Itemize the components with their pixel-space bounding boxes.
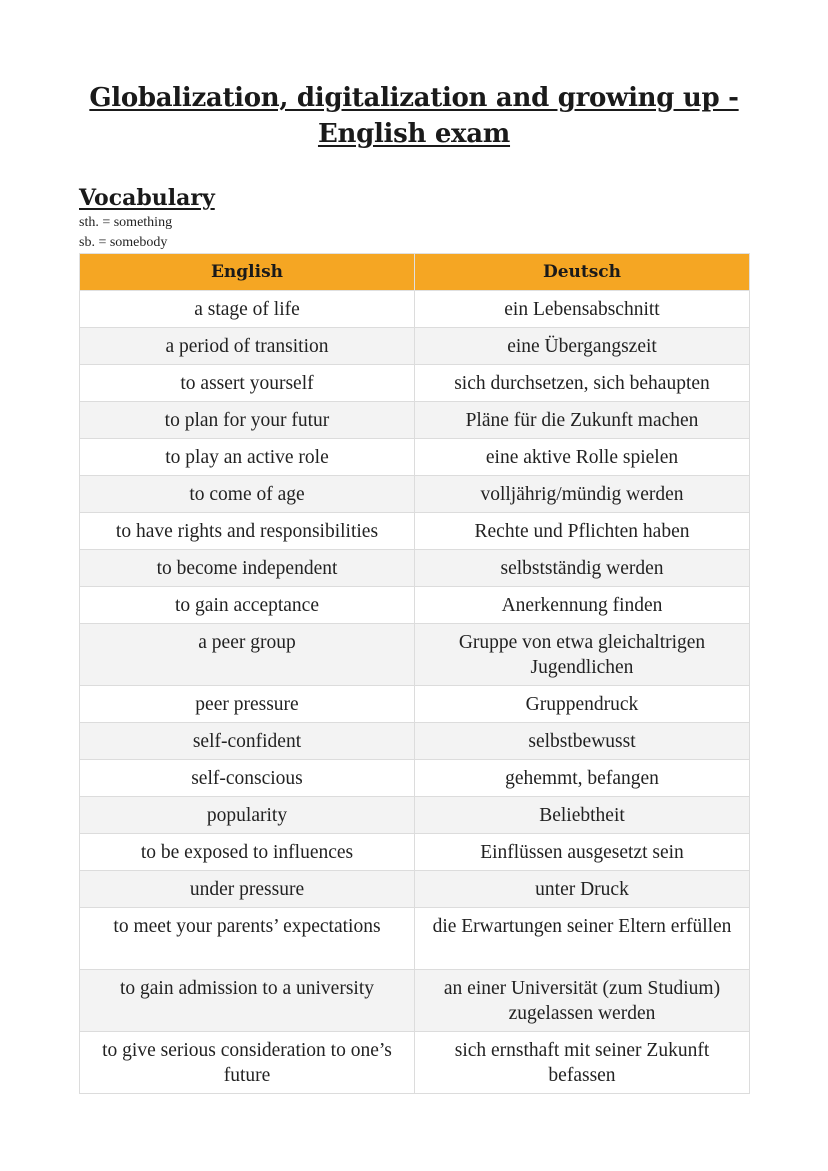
deutsch-cell: eine aktive Rolle spielen <box>415 439 750 476</box>
table-row <box>80 291 750 328</box>
english-cell: to have rights and responsibilities <box>80 513 415 550</box>
abbreviation-note: sb. = somebody <box>79 235 168 250</box>
deutsch-cell: ein Lebensabschnitt <box>415 291 750 328</box>
deutsch-cell: Rechte und Pflichten haben <box>415 513 750 550</box>
english-cell: to assert yourself <box>80 365 415 402</box>
deutsch-cell: Beliebtheit <box>415 797 750 834</box>
table-row <box>80 365 750 402</box>
english-cell: to meet your parents’ expectations <box>80 908 415 970</box>
english-cell: to plan for your futur <box>80 402 415 439</box>
english-cell: peer pressure <box>80 686 415 723</box>
english-cell: to give serious consideration to one’s future <box>80 1032 415 1094</box>
table-row <box>80 970 750 1032</box>
deutsch-cell: die Erwartungen seiner Eltern erfüllen <box>415 908 750 970</box>
page-title-line-2: English exam <box>317 119 511 149</box>
deutsch-cell: Gruppe von etwa gleichaltrigen Jugendlichen <box>415 624 750 686</box>
english-cell: to gain acceptance <box>80 587 415 624</box>
english-cell: to play an active role <box>80 439 415 476</box>
vocabulary-heading: Vocabulary <box>79 185 215 211</box>
deutsch-cell: unter Druck <box>415 871 750 908</box>
deutsch-cell: Einflüssen ausgesetzt sein <box>415 834 750 871</box>
column-header-english: English <box>80 254 415 291</box>
english-cell: a peer group <box>80 624 415 686</box>
english-cell: to come of age <box>80 476 415 513</box>
deutsch-cell: Pläne für die Zukunft machen <box>415 402 750 439</box>
table-row <box>80 871 750 908</box>
table-row <box>80 439 750 476</box>
page-title-line-1: Globalization, digitalization and growing up - <box>89 83 739 113</box>
english-cell: to become independent <box>80 550 415 587</box>
table-row <box>80 476 750 513</box>
deutsch-cell: volljährig/mündig werden <box>415 476 750 513</box>
table-row <box>80 908 750 970</box>
english-cell: to be exposed to influences <box>80 834 415 871</box>
table-row <box>80 513 750 550</box>
table-row <box>80 1032 750 1094</box>
table-row <box>80 402 750 439</box>
table-row <box>80 686 750 723</box>
english-cell: self-conscious <box>80 760 415 797</box>
english-cell: under pressure <box>80 871 415 908</box>
deutsch-cell: sich ernsthaft mit seiner Zukunft befassen <box>415 1032 750 1094</box>
deutsch-cell: sich durchsetzen, sich behaupten <box>415 365 750 402</box>
deutsch-cell: selbstständig werden <box>415 550 750 587</box>
vocabulary-table <box>79 253 750 1094</box>
deutsch-cell: gehemmt, befangen <box>415 760 750 797</box>
table-row <box>80 760 750 797</box>
english-cell: a period of transition <box>80 328 415 365</box>
english-cell: to gain admission to a university <box>80 970 415 1032</box>
deutsch-cell: eine Übergangszeit <box>415 328 750 365</box>
table-row <box>80 328 750 365</box>
page-title <box>0 80 828 152</box>
deutsch-cell: selbstbewusst <box>415 723 750 760</box>
deutsch-cell: an einer Universität (zum Studium) zugelassen werden <box>415 970 750 1032</box>
table-row <box>80 723 750 760</box>
english-cell: a stage of life <box>80 291 415 328</box>
table-row <box>80 797 750 834</box>
table-row <box>80 550 750 587</box>
table-row <box>80 834 750 871</box>
table-header-row <box>80 254 750 291</box>
deutsch-cell: Anerkennung finden <box>415 587 750 624</box>
english-cell: self-confident <box>80 723 415 760</box>
english-cell: popularity <box>80 797 415 834</box>
column-header-deutsch: Deutsch <box>415 254 750 291</box>
deutsch-cell: Gruppendruck <box>415 686 750 723</box>
table-row <box>80 624 750 686</box>
table-row <box>80 587 750 624</box>
abbreviation-note: sth. = something <box>79 215 173 230</box>
